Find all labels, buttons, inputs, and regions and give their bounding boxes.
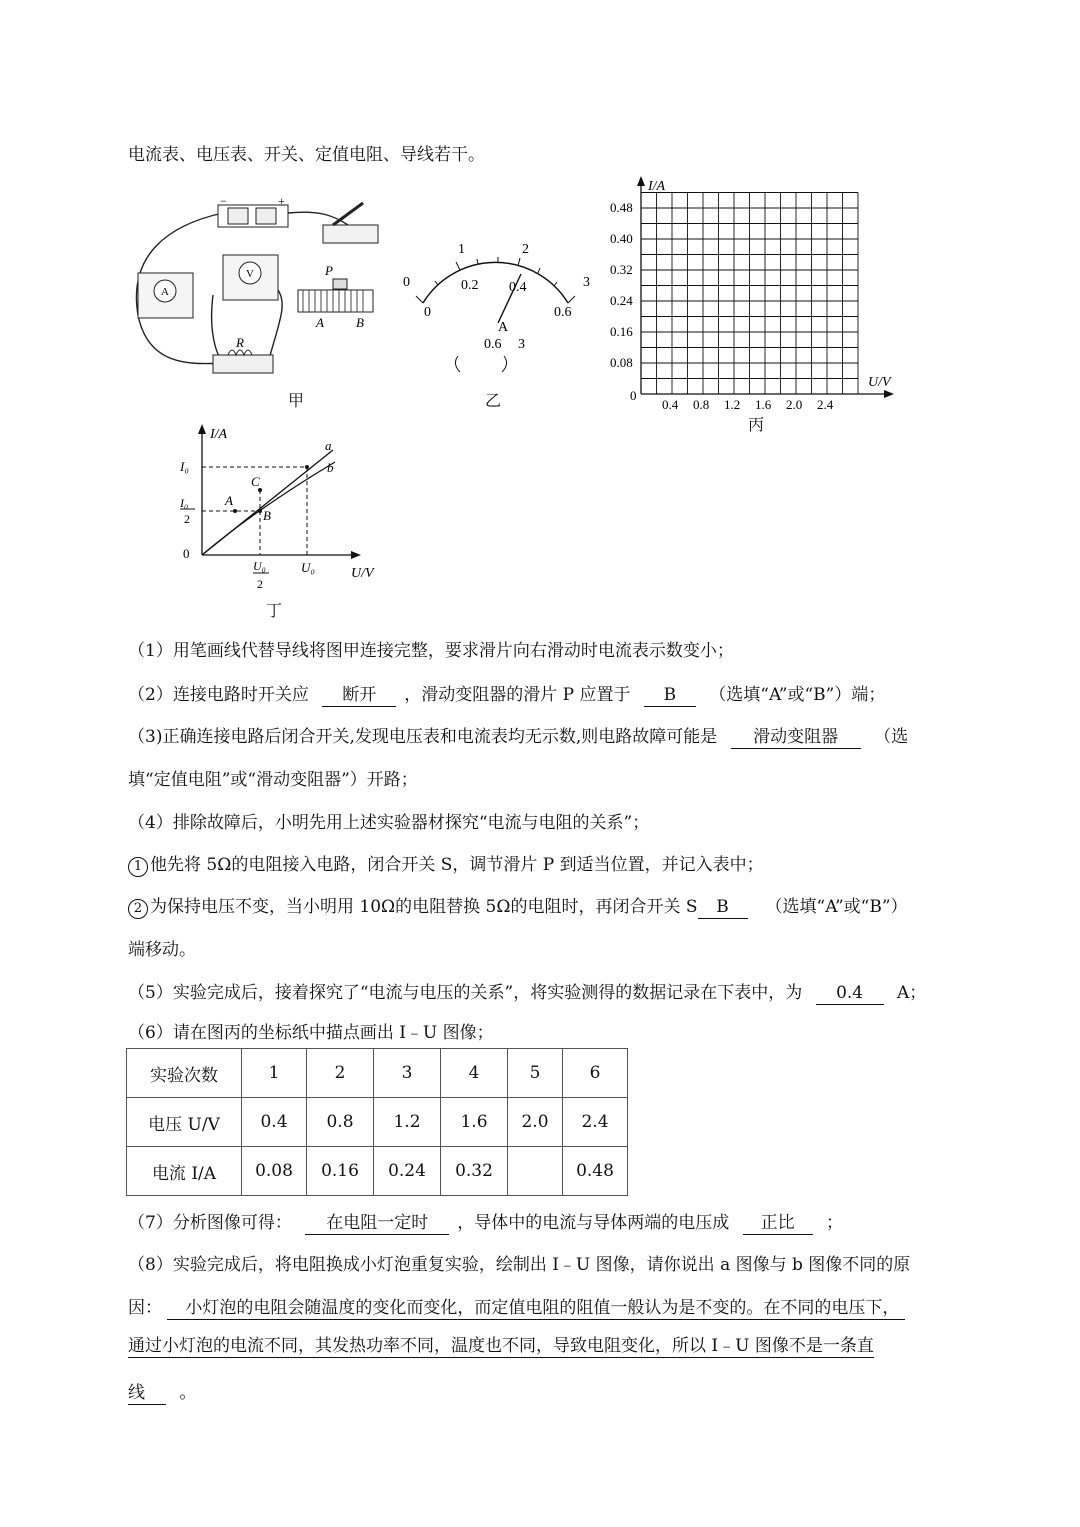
dial-bottom-1: 0.2 bbox=[461, 278, 479, 293]
table-cell: 5 bbox=[508, 1049, 563, 1098]
q2-mid: ，滑动变阻器的滑片 P 应置于 bbox=[404, 685, 631, 705]
table-cell: 1 bbox=[242, 1049, 307, 1098]
q7-mid: ，导体中的电流与导体两端的电压成 bbox=[457, 1213, 730, 1233]
q6-text: （6）请在图丙的坐标纸中描点画出 I﹣U 图像； bbox=[128, 1023, 494, 1043]
q8-answer-part3: 线 bbox=[128, 1384, 166, 1405]
q1-text: （1）用笔画线代替导线将图甲连接完整，要求滑片向右滑动时电流表示数变小； bbox=[128, 641, 734, 661]
table-cell: 0.32 bbox=[441, 1147, 508, 1196]
bing-y-axis-label: I/A bbox=[648, 179, 666, 194]
q4-1-text: 他先将 5Ω的电阻接入电路，闭合开关 S，调节滑片 P 到适当位置，并记入表中； bbox=[150, 855, 764, 875]
table-row bbox=[127, 1098, 628, 1147]
figure-ding-graph bbox=[175, 420, 375, 602]
dial-top-1: 1 bbox=[458, 242, 465, 257]
q3-prefix: （3)正确连接电路后闭合开关,发现电压表和电流表均无示数,则电路故障可能是 bbox=[128, 727, 718, 747]
resistor-label: R bbox=[236, 335, 244, 350]
bing-y-tick: 0.48 bbox=[610, 200, 633, 215]
q8-answer-line1 bbox=[128, 1293, 905, 1320]
bing-x-tick: 2.0 bbox=[786, 397, 803, 412]
figure-ding-label: 丁 bbox=[266, 601, 283, 620]
figure-yi-label: 乙 bbox=[485, 391, 502, 410]
svg-text:−: − bbox=[220, 195, 227, 208]
q3-suffix: （选 bbox=[874, 727, 909, 747]
q7-suffix: ； bbox=[826, 1213, 844, 1233]
q3-continuation: 填“定值电阻”或“滑动变阻器”）开路； bbox=[128, 770, 418, 790]
dial-unit: A bbox=[498, 320, 509, 335]
q5-answer: 0.4 bbox=[816, 984, 884, 1005]
bing-y-tick: 0.40 bbox=[610, 231, 633, 246]
dial-top-3: 3 bbox=[583, 275, 590, 290]
q7-answer-condition: 在电阻一定时 bbox=[305, 1214, 449, 1235]
table-cell: 4 bbox=[441, 1049, 508, 1098]
ding-point-b: B bbox=[263, 508, 271, 523]
table-cell: 1.2 bbox=[374, 1098, 441, 1147]
q4-2-continuation: 端移动。 bbox=[128, 940, 196, 960]
rheostat-end-b: B bbox=[356, 315, 364, 330]
dial-terminal-06: 0.6 bbox=[484, 337, 502, 352]
q7-answer-relation: 正比 bbox=[743, 1214, 813, 1235]
ding-point-c: C bbox=[251, 474, 260, 489]
q5-prefix: （5）实验完成后，接着探究了“电流与电压的关系”，将实验测得的数据记录在下表中，为 bbox=[128, 983, 803, 1003]
bing-origin: 0 bbox=[630, 388, 637, 403]
dial-terminal-3: 3 bbox=[518, 337, 525, 352]
q4-text: （4）排除故障后，小明先用上述实验器材探究“电流与电阻的关系”； bbox=[128, 813, 650, 833]
figure-yi-dial bbox=[398, 238, 598, 388]
figure-bing-label: 丙 bbox=[748, 415, 765, 434]
ding-i0-half-num: I₀ bbox=[180, 496, 189, 510]
q2-suffix: （选填“A”或“B”）端； bbox=[709, 685, 886, 705]
table-row bbox=[127, 1147, 628, 1196]
q2-line bbox=[128, 680, 885, 707]
table-cell: 0.48 bbox=[563, 1147, 628, 1196]
dial-top-2: 2 bbox=[522, 242, 529, 257]
bing-x-tick: 0.8 bbox=[693, 397, 710, 412]
q3-line bbox=[128, 722, 908, 749]
q4-1-line bbox=[128, 850, 764, 877]
table-cell: 0.08 bbox=[242, 1147, 307, 1196]
bing-x-tick: 0.4 bbox=[662, 397, 679, 412]
table-row bbox=[127, 1049, 628, 1098]
q4-2-answer: B bbox=[698, 898, 748, 919]
q8-end: 。 bbox=[179, 1383, 197, 1403]
figure-jia-circuit bbox=[128, 195, 408, 405]
q2-prefix: （2）连接电路时开关应 bbox=[128, 685, 309, 705]
q8-answer-part2: 通过小灯泡的电流不同，其发热功率不同，温度也不同，导致电阻变化，所以 I﹣U 图像不是一条直 bbox=[128, 1336, 874, 1356]
slider-label: P bbox=[325, 263, 333, 278]
bing-x-axis-label: U/V bbox=[868, 375, 891, 390]
q5-line bbox=[128, 978, 926, 1005]
bing-x-tick: 1.2 bbox=[724, 397, 741, 412]
table-cell: 0.4 bbox=[242, 1098, 307, 1147]
q2-answer-end: B bbox=[644, 686, 696, 707]
ding-y-axis-label: I/A bbox=[210, 427, 228, 442]
intro-line: 电流表、电压表、开关、定值电阻、导线若干。 bbox=[128, 145, 485, 165]
rheostat-end-a: A bbox=[316, 315, 324, 330]
ammeter-label: A bbox=[161, 286, 169, 298]
dial-bottom-2: 0.4 bbox=[509, 280, 527, 295]
q4-2-prefix: 为保持电压不变，当小明用 10Ω的电阻替换 5Ω的电阻时，再闭合开关 S bbox=[150, 897, 698, 917]
dial-top-0: 0 bbox=[403, 275, 410, 290]
ding-curve-b: b bbox=[327, 460, 334, 475]
table-cell: 1.6 bbox=[441, 1098, 508, 1147]
q8-line: （8）实验完成后，将电阻换成小灯泡重复实验，绘制出 I﹣U 图像，请你说出 a 图像与 b 图像不同的原 bbox=[128, 1255, 911, 1275]
ding-u0-half-den: 2 bbox=[257, 577, 263, 591]
bing-x-tick: 2.4 bbox=[817, 397, 834, 412]
q7-line bbox=[128, 1208, 843, 1235]
ding-origin: 0 bbox=[183, 546, 190, 561]
q3-answer: 滑动变阻器 bbox=[731, 728, 861, 749]
circled-number-2: 2 bbox=[128, 899, 148, 919]
q8-answer-line2 bbox=[128, 1336, 874, 1358]
table-cell: 6 bbox=[563, 1049, 628, 1098]
q4-2-line bbox=[128, 892, 908, 919]
ding-point-a: A bbox=[225, 493, 233, 508]
table-cell: 3 bbox=[374, 1049, 441, 1098]
bing-x-tick: 1.6 bbox=[755, 397, 772, 412]
q2-answer-switch: 断开 bbox=[322, 686, 396, 707]
svg-text:+: + bbox=[278, 195, 285, 208]
table-cell: 0.16 bbox=[307, 1147, 374, 1196]
q7-prefix: （7）分析图像可得： bbox=[128, 1213, 292, 1233]
table-cell: 0.24 bbox=[374, 1147, 441, 1196]
ding-i0-half-den: 2 bbox=[184, 512, 190, 526]
dial-bottom-0: 0 bbox=[424, 305, 431, 320]
table-cell: 电流 I/A bbox=[127, 1147, 242, 1196]
q8-answer-part1: 小灯泡的电阻会随温度的变化而变化，而定值电阻的阻值一般认为是不变的。在不同的电压下， bbox=[167, 1299, 905, 1320]
q5-suffix: A； bbox=[897, 983, 927, 1003]
table-cell: 2 bbox=[307, 1049, 374, 1098]
q8-answer-line3 bbox=[128, 1378, 196, 1405]
ding-curve-a: a bbox=[325, 438, 332, 453]
table-cell: 2.4 bbox=[563, 1098, 628, 1147]
data-table bbox=[126, 1048, 628, 1196]
table-cell bbox=[508, 1147, 563, 1196]
q8-prefix: 因： bbox=[128, 1298, 162, 1318]
dial-bottom-3: 0.6 bbox=[554, 305, 572, 320]
q4-2-suffix: （选填“A”或“B”） bbox=[765, 897, 908, 917]
ding-x-axis-label: U/V bbox=[351, 566, 374, 581]
ding-u0: U₀ bbox=[301, 560, 315, 575]
bing-y-tick: 0.32 bbox=[610, 262, 633, 277]
figure-bing-grid bbox=[600, 172, 900, 417]
bing-y-tick: 0.08 bbox=[610, 355, 633, 370]
ding-i0: I₀ bbox=[180, 459, 189, 474]
figure-jia-label: 甲 bbox=[288, 391, 305, 410]
table-cell: 实验次数 bbox=[127, 1049, 242, 1098]
table-cell: 电压 U/V bbox=[127, 1098, 242, 1147]
bing-y-tick: 0.24 bbox=[610, 293, 633, 308]
table-cell: 2.0 bbox=[508, 1098, 563, 1147]
ding-u0-half-num: U₀ bbox=[253, 559, 266, 573]
table-cell: 0.8 bbox=[307, 1098, 374, 1147]
bing-y-tick: 0.16 bbox=[610, 324, 633, 339]
circled-number-1: 1 bbox=[128, 857, 148, 877]
voltmeter-label: V bbox=[246, 268, 254, 280]
